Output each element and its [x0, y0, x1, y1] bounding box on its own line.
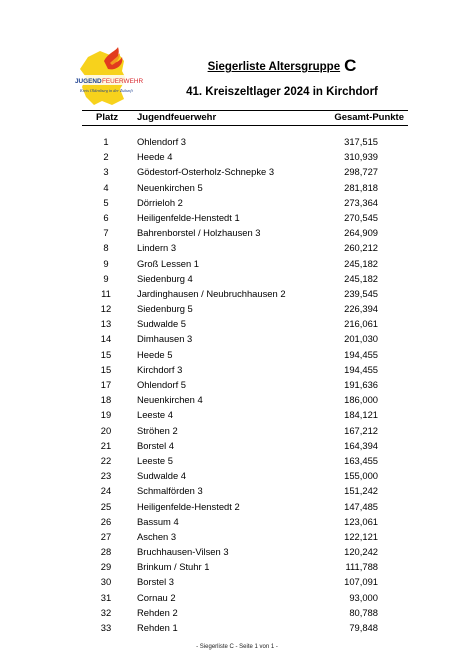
- row-points: 310,939: [344, 151, 378, 163]
- row-place: 3: [103, 166, 109, 178]
- table-row: [0, 407, 474, 422]
- row-points: 120,242: [344, 546, 378, 558]
- table-row: [0, 149, 474, 164]
- row-place: 22: [100, 454, 112, 466]
- row-points: 260,212: [344, 242, 378, 254]
- table-row: [0, 134, 474, 149]
- table-row: [0, 620, 474, 635]
- row-team: Gödestorf-Osterholz-Schnepke 3: [137, 166, 275, 178]
- row-place: 15: [100, 348, 112, 360]
- table-row: [0, 225, 474, 240]
- row-team: Leeste 5: [137, 454, 173, 466]
- table-row: [0, 453, 474, 468]
- table-row: [0, 392, 474, 407]
- table-row: [0, 514, 474, 529]
- table-row: [0, 180, 474, 195]
- row-points: 239,545: [344, 287, 378, 299]
- column-header-team: Jugendfeuerwehr: [137, 112, 217, 123]
- table-row: [0, 331, 474, 346]
- logo-slogan: Kreis Oldenburg in der Zukunft: [80, 88, 133, 93]
- logo-word1: JUGEND: [75, 78, 102, 85]
- table-row: [0, 377, 474, 392]
- table-row: [0, 499, 474, 514]
- row-team: Bruchhausen-Vilsen 3: [137, 546, 229, 558]
- table-row: [0, 423, 474, 438]
- row-points: 201,030: [344, 333, 378, 345]
- row-team: Rehden 2: [137, 606, 178, 618]
- row-team: Heede 5: [137, 348, 173, 360]
- row-place: 19: [100, 409, 112, 421]
- row-place: 6: [103, 211, 109, 223]
- row-team: Sudwalde 4: [137, 470, 186, 482]
- row-place: 8: [103, 242, 109, 254]
- row-points: 281,818: [344, 181, 378, 193]
- column-header-place: Platz: [96, 112, 119, 123]
- page-subtitle: 41. Kreiszeltlager 2024 in Kirchdorf: [186, 86, 378, 98]
- table-row: [0, 195, 474, 210]
- row-team: Groß Lessen 1: [137, 257, 200, 269]
- row-points: 163,455: [344, 454, 378, 466]
- row-team: Neuenkirchen 5: [137, 181, 203, 193]
- table-row: [0, 347, 474, 362]
- row-place: 17: [100, 379, 112, 390]
- row-place: 25: [100, 500, 112, 512]
- row-points: 80,788: [349, 606, 378, 618]
- table-row: [0, 559, 474, 574]
- row-team: Schmalförden 3: [137, 485, 203, 497]
- row-team: Heede 4: [137, 151, 173, 163]
- table-row: [0, 240, 474, 255]
- row-team: Sudwalde 5: [137, 318, 186, 330]
- row-points: 167,212: [344, 424, 378, 436]
- table-row: [0, 271, 474, 286]
- results-table: [0, 134, 474, 635]
- logo-word2: FEUERWEHR: [102, 78, 144, 85]
- row-place: 21: [100, 439, 112, 451]
- row-place: 5: [103, 196, 109, 208]
- page-footer: - Siegerliste C - Seite 1 von 1 -: [196, 644, 278, 650]
- table-row: [0, 256, 474, 271]
- row-place: 11: [101, 287, 111, 299]
- row-team: Ohlendorf 3: [137, 136, 186, 147]
- row-team: Dimhausen 3: [137, 333, 193, 345]
- row-place: 9: [103, 272, 109, 284]
- table-header: [0, 112, 474, 126]
- row-points: 164,394: [344, 439, 378, 451]
- row-team: Borstel 4: [137, 439, 174, 451]
- row-team: Brinkum / Stuhr 1: [137, 561, 210, 573]
- row-points: 298,727: [344, 166, 378, 178]
- row-points: 226,394: [344, 303, 378, 315]
- row-points: 155,000: [344, 470, 378, 482]
- row-points: 107,091: [344, 576, 378, 588]
- row-place: 7: [103, 227, 109, 239]
- row-team: Siedenburg 5: [137, 303, 193, 315]
- table-row: [0, 362, 474, 377]
- row-points: 317,515: [344, 136, 378, 147]
- row-place: 15: [100, 363, 112, 375]
- row-place: 23: [100, 470, 112, 482]
- row-place: 26: [100, 515, 112, 527]
- row-place: 30: [100, 576, 112, 588]
- row-team: Dörrieloh 2: [137, 196, 183, 208]
- row-team: Heiligenfelde-Henstedt 1: [137, 211, 240, 223]
- row-place: 31: [100, 591, 112, 603]
- row-team: Leeste 4: [137, 409, 173, 421]
- row-place: 20: [100, 424, 112, 436]
- table-row: [0, 574, 474, 589]
- table-row: [0, 316, 474, 331]
- row-points: 123,061: [344, 515, 378, 527]
- row-team: Jardinghausen / Neubruchhausen 2: [137, 287, 286, 299]
- table-row: [0, 210, 474, 225]
- row-points: 191,636: [344, 379, 378, 390]
- row-points: 245,182: [344, 272, 378, 284]
- row-place: 2: [103, 151, 109, 163]
- table-row: [0, 301, 474, 316]
- row-team: Ohlendorf 5: [137, 379, 186, 390]
- column-header-points: Gesamt-Punkte: [334, 112, 404, 123]
- row-points: 111,788: [345, 561, 378, 573]
- header-bottom-rule: [82, 125, 408, 126]
- row-team: Rehden 1: [137, 622, 178, 633]
- table-row: [0, 438, 474, 453]
- row-team: Bassum 4: [137, 515, 179, 527]
- table-row: [0, 164, 474, 179]
- title-text: Siegerliste Altersgruppe: [207, 61, 341, 73]
- row-place: 9: [103, 257, 109, 269]
- row-points: 245,182: [344, 257, 378, 269]
- page-title: [0, 56, 474, 76]
- row-place: 29: [100, 561, 112, 573]
- row-team: Lindern 3: [137, 242, 177, 254]
- table-row: [0, 529, 474, 544]
- row-team: Ströhen 2: [137, 424, 178, 436]
- row-team: Neuenkirchen 4: [137, 394, 203, 406]
- row-team: Borstel 3: [137, 576, 174, 588]
- row-points: 147,485: [344, 500, 378, 512]
- row-place: 1: [103, 136, 109, 147]
- table-row: [0, 544, 474, 559]
- row-points: 122,121: [344, 530, 378, 542]
- row-place: 4: [103, 181, 109, 193]
- row-team: Kirchdorf 3: [137, 363, 183, 375]
- table-row: [0, 483, 474, 498]
- row-points: 151,242: [344, 485, 378, 497]
- row-points: 264,909: [344, 227, 378, 239]
- header-top-rule: [82, 110, 408, 111]
- row-points: 186,000: [344, 394, 378, 406]
- row-place: 14: [100, 333, 112, 345]
- row-points: 216,061: [344, 318, 378, 330]
- row-place: 24: [100, 485, 112, 497]
- row-points: 194,455: [344, 348, 378, 360]
- row-points: 184,121: [344, 409, 378, 421]
- row-place: 18: [100, 394, 112, 406]
- row-team: Siedenburg 4: [137, 272, 193, 284]
- table-row: [0, 286, 474, 301]
- row-place: 28: [100, 546, 112, 558]
- row-place: 12: [100, 303, 112, 315]
- row-points: 93,000: [349, 591, 378, 603]
- row-points: 270,545: [344, 211, 378, 223]
- table-row: [0, 468, 474, 483]
- row-team: Bahrenborstel / Holzhausen 3: [137, 227, 261, 239]
- row-points: 273,364: [344, 196, 378, 208]
- row-team: Cornau 2: [137, 591, 176, 603]
- row-place: 33: [100, 622, 112, 633]
- row-team: Aschen 3: [137, 530, 177, 542]
- row-place: 32: [100, 606, 112, 618]
- row-points: 79,848: [349, 622, 378, 633]
- row-place: 27: [100, 530, 112, 542]
- table-row: [0, 605, 474, 620]
- age-group-label: C: [344, 56, 357, 75]
- table-row: [0, 590, 474, 605]
- row-place: 13: [100, 318, 112, 330]
- row-team: Heiligenfelde-Henstedt 2: [137, 500, 240, 512]
- row-points: 194,455: [344, 363, 378, 375]
